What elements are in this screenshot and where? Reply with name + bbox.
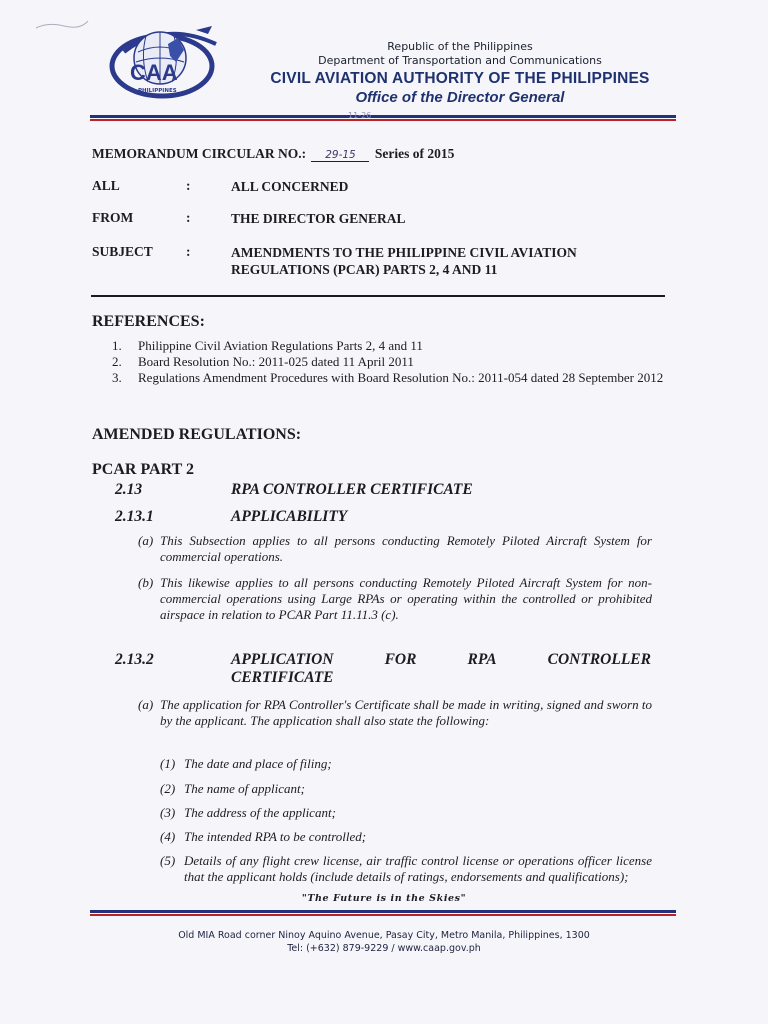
- list-item: 3. Regulations Amendment Procedures with Board Resolution No.: 2011-054 dated 28 September 2012: [112, 370, 664, 385]
- list-item: (3) The address of the applicant;: [160, 805, 336, 820]
- list-item: (2) The name of applicant;: [160, 781, 305, 796]
- field-key: ALL: [92, 178, 120, 193]
- subject-divider: [91, 295, 665, 297]
- field-sep: :: [186, 178, 191, 193]
- footer-contact: Tel: (+632) 879-9229 / www.caap.gov.ph: [287, 943, 481, 954]
- section-title: APPLICABILITY: [231, 508, 348, 525]
- paragraph-label: (a): [138, 697, 154, 712]
- motto: "The Future is in the Skies": [301, 893, 467, 904]
- amended-regulations-heading: AMENDED REGULATIONS:: [92, 426, 302, 443]
- paragraph-label: (a): [138, 533, 154, 548]
- memo-number: 29-15: [311, 149, 369, 162]
- country-line: Republic of the Philippines: [387, 40, 533, 53]
- memo-label: MEMORANDUM CIRCULAR NO.:: [92, 146, 307, 161]
- section-title: RPA CONTROLLER CERTIFICATE: [231, 481, 473, 498]
- section-title: APPLICATION FOR RPA CONTROLLER CERTIFICATE: [231, 651, 651, 686]
- references-heading: REFERENCES:: [92, 313, 205, 330]
- department-line: Department of Transportation and Communications: [318, 54, 602, 67]
- header-rule: [90, 115, 676, 121]
- handwritten-mark: 11-26: [348, 111, 372, 120]
- pen-smudge: [34, 18, 90, 32]
- list-item: (1) The date and place of filing;: [160, 756, 332, 771]
- office-name: Office of the Director General: [355, 89, 565, 106]
- list-item: (4) The intended RPA to be controlled;: [160, 829, 367, 844]
- memo-series: Series of 2015: [374, 146, 455, 161]
- list-item: 2. Board Resolution No.: 2011-025 dated 11 April 2011: [112, 354, 414, 369]
- references-list: [112, 338, 672, 386]
- section-number: 2.13.2: [115, 651, 154, 668]
- paragraph-text: This Subsection applies to all persons conducting Remotely Piloted Aircraft System for commercial operations.: [160, 533, 652, 564]
- agency-name: CIVIL AVIATION AUTHORITY OF THE PHILIPPINES: [270, 70, 650, 87]
- paragraph: [138, 575, 652, 623]
- field-value: ALL CONCERNED: [231, 179, 349, 194]
- paragraph-text: This likewise applies to all persons conducting Remotely Piloted Aircraft System for non-commercial operations using Large RPAs or operating within the controlled or prohibited airspace in relation to PCAR Part 11.11.3 (c).: [160, 575, 652, 622]
- footer-rule: [90, 910, 676, 916]
- field-key: FROM: [92, 210, 134, 225]
- logo-text: CAA: [130, 60, 178, 85]
- paragraph-label: (b): [138, 575, 154, 590]
- part-heading: PCAR PART 2: [92, 461, 194, 478]
- memo-number-line: [92, 146, 454, 162]
- field-value: AMENDMENTS TO THE PHILIPPINE CIVIL AVIATION REGULATIONS (PCAR) PARTS 2, 4 AND 11: [231, 245, 577, 277]
- section-number: 2.13: [115, 481, 143, 498]
- list-item: 1. Philippine Civil Aviation Regulations Parts 2, 4 and 11: [112, 338, 423, 353]
- caap-logo: [104, 22, 226, 102]
- list-item: (5) Details of any flight crew license, air traffic control license or operations officer license that the applicant holds (include details of ratings, endorsements and qualifications);: [160, 853, 652, 884]
- field-sep: :: [186, 210, 191, 225]
- field-value: THE DIRECTOR GENERAL: [231, 211, 406, 226]
- field-key: SUBJECT: [92, 244, 153, 259]
- letterhead: [240, 40, 680, 107]
- paragraph: [138, 697, 652, 729]
- footer-address-block: [0, 929, 768, 955]
- logo-subtext: PHILIPPINES: [138, 88, 177, 94]
- paragraph-text: The application for RPA Controller's Certificate shall be made in writing, signed and sworn to by the applicant. The application shall also state the following:: [160, 697, 652, 728]
- paragraph: [138, 533, 652, 565]
- footer-address: Old MIA Road corner Ninoy Aquino Avenue, Pasay City, Metro Manila, Philippines, 1300: [178, 930, 590, 941]
- section-number: 2.13.1: [115, 508, 154, 525]
- field-sep: :: [186, 244, 191, 259]
